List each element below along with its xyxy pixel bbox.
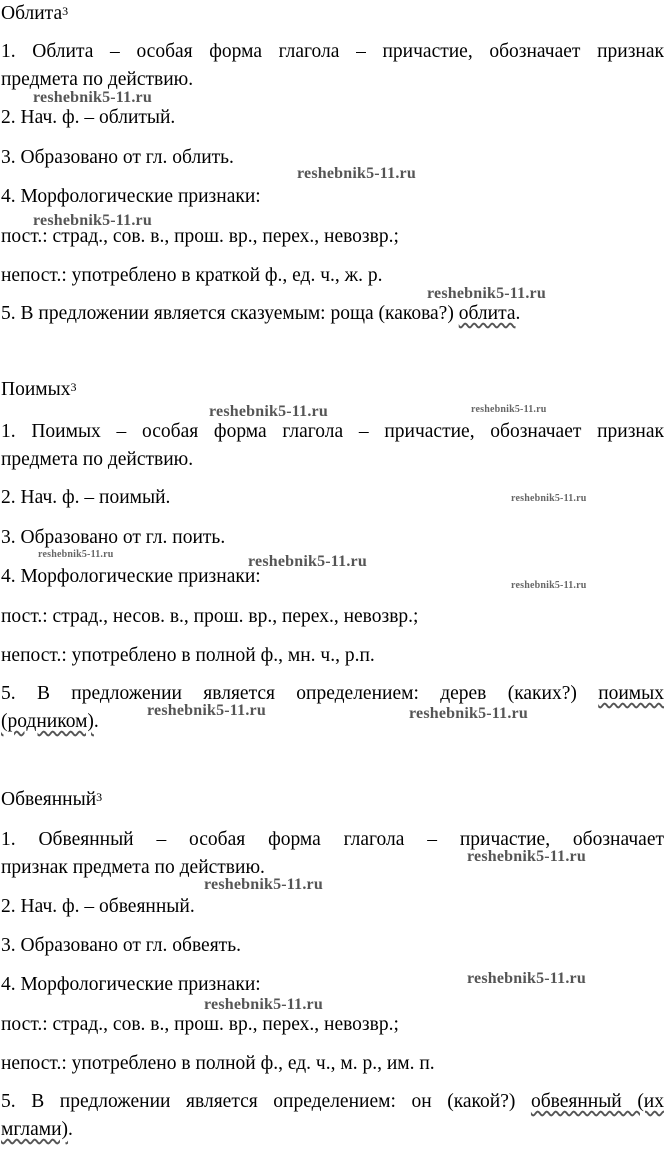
text-line: 2. Нач. ф. – облитый. <box>1 107 176 128</box>
text-line: 1. Облита – особая форма глагола – причастие, обозначает признак <box>1 41 664 62</box>
text-line: 2. Нач. ф. – обвеянный. <box>1 896 195 917</box>
watermark: reshebnik5-11.ru <box>409 705 528 722</box>
underlined-word: облита <box>458 303 516 324</box>
text-line: непост.: употреблено в краткой ф., ед. ч., ж. р. <box>1 265 383 286</box>
watermark: reshebnik5-11.ru <box>147 702 266 719</box>
watermark: reshebnik5-11.ru <box>511 493 587 504</box>
text-line: 4. Морфологические признаки: <box>1 186 261 207</box>
text-line: непост.: употреблено в полной ф., ед. ч., м. р., им. п. <box>1 1053 435 1074</box>
watermark: reshebnik5-11.ru <box>209 403 328 420</box>
section-title: Облита$^3$ <box>1 3 69 24</box>
text-line: пост.: страд., сов. в., прош. вр., перех., невозвр.; <box>1 1014 399 1035</box>
section-title: Обвеянный$^3$ <box>1 789 103 810</box>
text-line: пост.: страд., сов. в., прош. вр., перех., невозвр.; <box>1 226 399 247</box>
text-line: мглами). <box>1 1119 73 1140</box>
watermark: reshebnik5-11.ru <box>204 876 323 893</box>
text-line: предмета по действию. <box>1 69 194 90</box>
watermark: reshebnik5-11.ru <box>33 89 152 106</box>
text-line: 2. Нач. ф. – поимый. <box>1 487 171 508</box>
underlined-word: поимых <box>598 683 664 704</box>
watermark: reshebnik5-11.ru <box>204 996 323 1013</box>
watermark: reshebnik5-11.ru <box>467 848 586 865</box>
underlined-word: обвеянный (их <box>530 1091 664 1112</box>
watermark: reshebnik5-11.ru <box>511 580 587 591</box>
text-line: 4. Морфологические признаки: <box>1 974 261 995</box>
watermark: reshebnik5-11.ru <box>297 165 416 182</box>
text-line: 4. Морфологические признаки: <box>1 566 261 587</box>
text-line: непост.: употреблено в полной ф., мн. ч., р.п. <box>1 645 375 666</box>
text-line: (родником). <box>1 711 99 732</box>
text-line: 5. В предложении является определением: он (какой?) обвеянный (их <box>1 1091 664 1112</box>
underlined-word: мглами) <box>1 1119 69 1140</box>
watermark: reshebnik5-11.ru <box>471 404 547 415</box>
text-line: пост.: страд., несов. в., прош. вр., перех., невозвр.; <box>1 606 419 627</box>
text-line: 3. Образовано от гл. облить. <box>1 147 234 168</box>
watermark: reshebnik5-11.ru <box>427 285 546 302</box>
watermark: reshebnik5-11.ru <box>33 212 152 229</box>
text-line: предмета по действию. <box>1 449 194 470</box>
text-line: 5. В предложении является определением: дерев (каких?) поимых <box>1 683 664 704</box>
watermark: reshebnik5-11.ru <box>38 549 114 560</box>
text-line: 1. Поимых – особая форма глагола – причастие, обозначает признак <box>1 421 664 442</box>
text-line: 5. В предложении является сказуемым: роща (какова?) облита. <box>1 303 521 324</box>
text-line: 3. Образовано от гл. обвеять. <box>1 935 241 956</box>
text-line: признак предмета по действию. <box>1 857 265 878</box>
text-line: 3. Образовано от гл. поить. <box>1 527 226 548</box>
watermark: reshebnik5-11.ru <box>248 553 367 570</box>
text-line: 1. Обвеянный – особая форма глагола – причастие, обозначает <box>1 829 664 850</box>
watermark: reshebnik5-11.ru <box>467 970 586 987</box>
underlined-word: (родником) <box>1 711 94 732</box>
section-title: Поимых$^3$ <box>1 379 77 400</box>
